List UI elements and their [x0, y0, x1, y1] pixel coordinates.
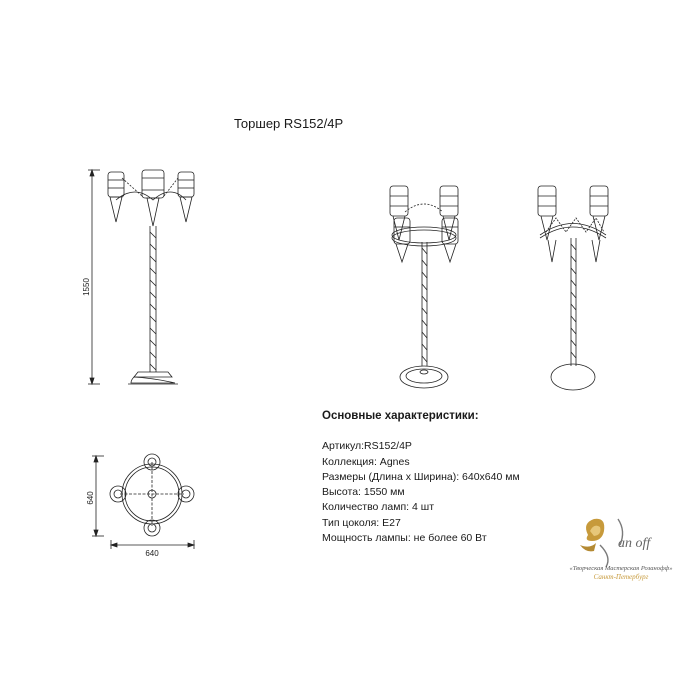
spec-article: Артикул:RS152/4P: [322, 440, 412, 453]
perspective-view-2-drawing: [538, 186, 608, 390]
depth-dimension-label: 640: [86, 491, 95, 505]
height-dimension-label: 1550: [82, 278, 91, 296]
logo-script-text: an off: [618, 536, 651, 551]
plan-view-drawing: [86, 454, 194, 558]
logo-caption: [551, 564, 691, 582]
spec-lamp-power: Мощность лампы: не более 60 Вт: [322, 532, 487, 545]
spec-dimensions: Размеры (Длина х Ширина): 640x640 мм: [322, 470, 520, 483]
logo-city: Санкт-Петербург: [593, 573, 649, 581]
logo-company-name: «Творческая Мастерская Розанофф»: [569, 565, 673, 572]
specs-heading: Основные характеристики:: [322, 410, 479, 422]
page-title: Торшер RS152/4P: [234, 116, 344, 131]
width-dimension-label: 640: [145, 549, 159, 558]
specifications-block: [322, 409, 520, 546]
spec-height: Высота: 1550 мм: [322, 486, 405, 499]
perspective-view-1-drawing: [390, 186, 458, 388]
spec-socket-type: Тип цоколя: E27: [322, 516, 401, 529]
front-view-drawing: [82, 170, 194, 384]
spec-lamp-count: Количество ламп: 4 шт: [322, 501, 434, 514]
spec-collection: Коллекция: Agnes: [322, 455, 410, 468]
